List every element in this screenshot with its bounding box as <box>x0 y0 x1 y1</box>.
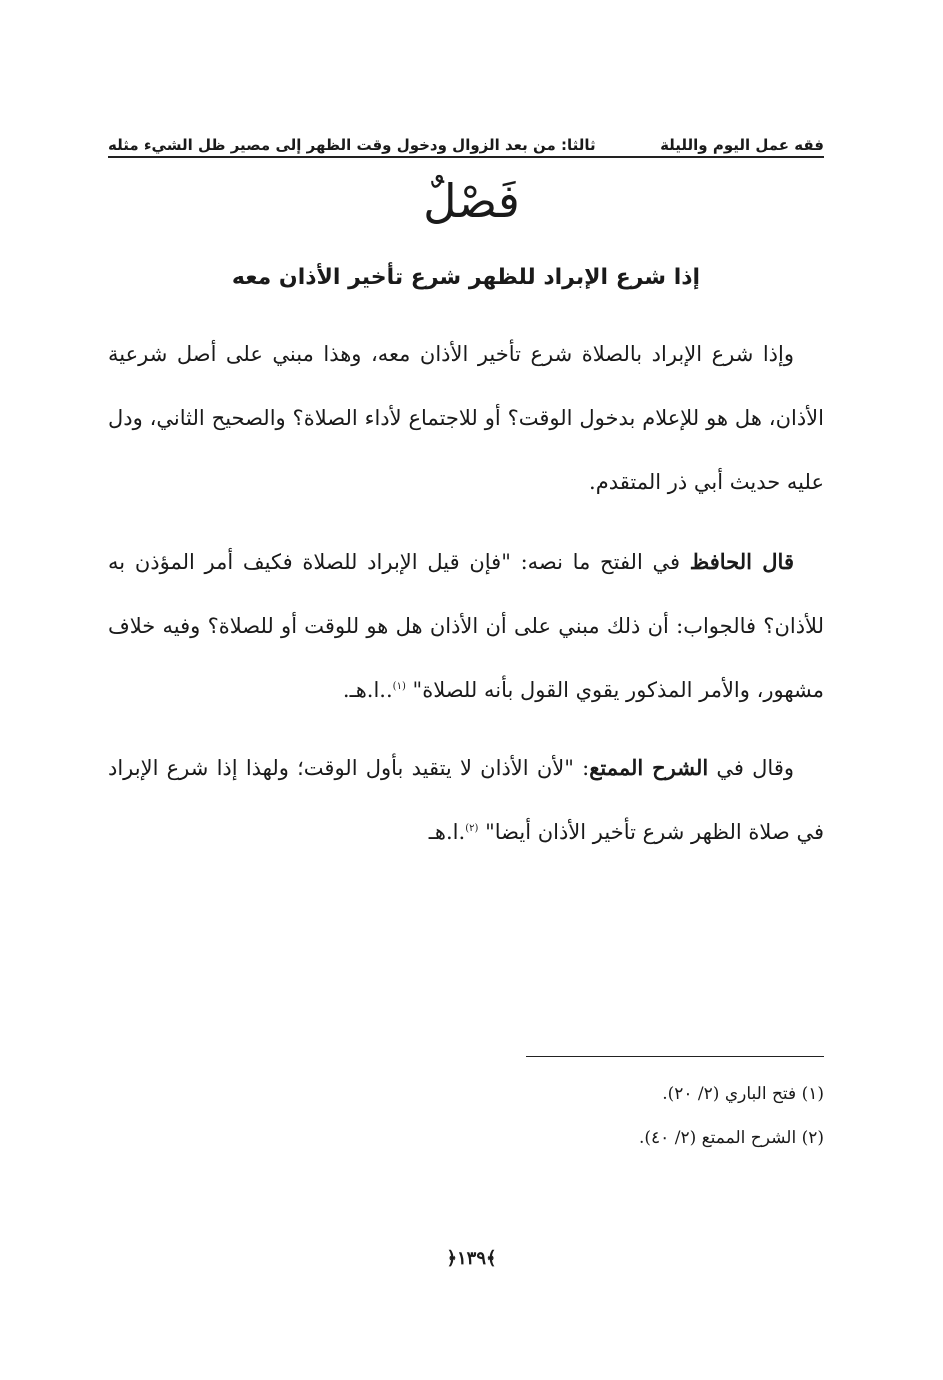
footnote-1: (١) فتح الباري (٢/ ٢٠). <box>662 1084 824 1104</box>
paragraph-3-text-b: : "لأن الأذان لا يتقيد بأول الوقت؛ ولهذا إذا شرع الإبراد في صلاة الظهر شرع تأخير الأذان أيضا" <box>108 756 824 844</box>
paragraph-3 <box>108 736 824 864</box>
paragraph-2-end: ..ا.هـ. <box>342 678 393 702</box>
paragraph-3-end: .ا.هـ <box>428 820 466 844</box>
paragraph-1: وإذا شرع الإبراد بالصلاة شرع تأخير الأذان معه، وهذا مبني على أصل شرعية الأذان، هل هو للإعلام بدخول الوقت؟ أو للاجتماع لأداء الصلاة؟ والصحيح الثاني، ودل عليه حديث أبي ذر المتقدم. <box>108 342 824 494</box>
footnote-ref-2[interactable]: (٢) <box>465 823 479 834</box>
footnote-2: (٢) الشرح الممتع (٢/ ٤٠). <box>638 1128 824 1148</box>
paragraph-2 <box>108 530 824 722</box>
quoted-source: الشرح الممتع <box>589 755 709 780</box>
section-title: فَصْلٌ <box>423 174 520 228</box>
header-divider <box>108 156 824 158</box>
paragraph-3-text-a: وقال في <box>708 756 795 780</box>
page-number: ﴿١٣٩﴾ <box>446 1248 497 1269</box>
footnote-ref-1[interactable]: (١) <box>392 681 406 692</box>
quoted-author: قال الحافظ <box>689 549 794 574</box>
chapter-title: ثالثا: من بعد الزوال ودخول وقت الظهر إلى مصير ظل الشيء مثله <box>108 136 596 154</box>
book-title: فقه عمل اليوم والليلة <box>660 136 824 154</box>
running-header <box>108 120 824 154</box>
paragraph-2-text: في الفتح ما نصه: "فإن قيل الإبراد للصلاة فكيف أمر المؤذن به للأذان؟ فالجواب: أن ذلك مبني على أن الأذان هل هو للوقت أو للصلاة؟ وفيه خلاف مشهور، والأمر المذكور يقوي القول بأنه للصلاة" <box>108 550 824 702</box>
footnotes <box>108 1072 824 1160</box>
footnote-divider <box>526 1056 824 1057</box>
section-subheading: إذا شرع الإبراد للظهر شرع تأخير الأذان معه <box>231 265 701 290</box>
